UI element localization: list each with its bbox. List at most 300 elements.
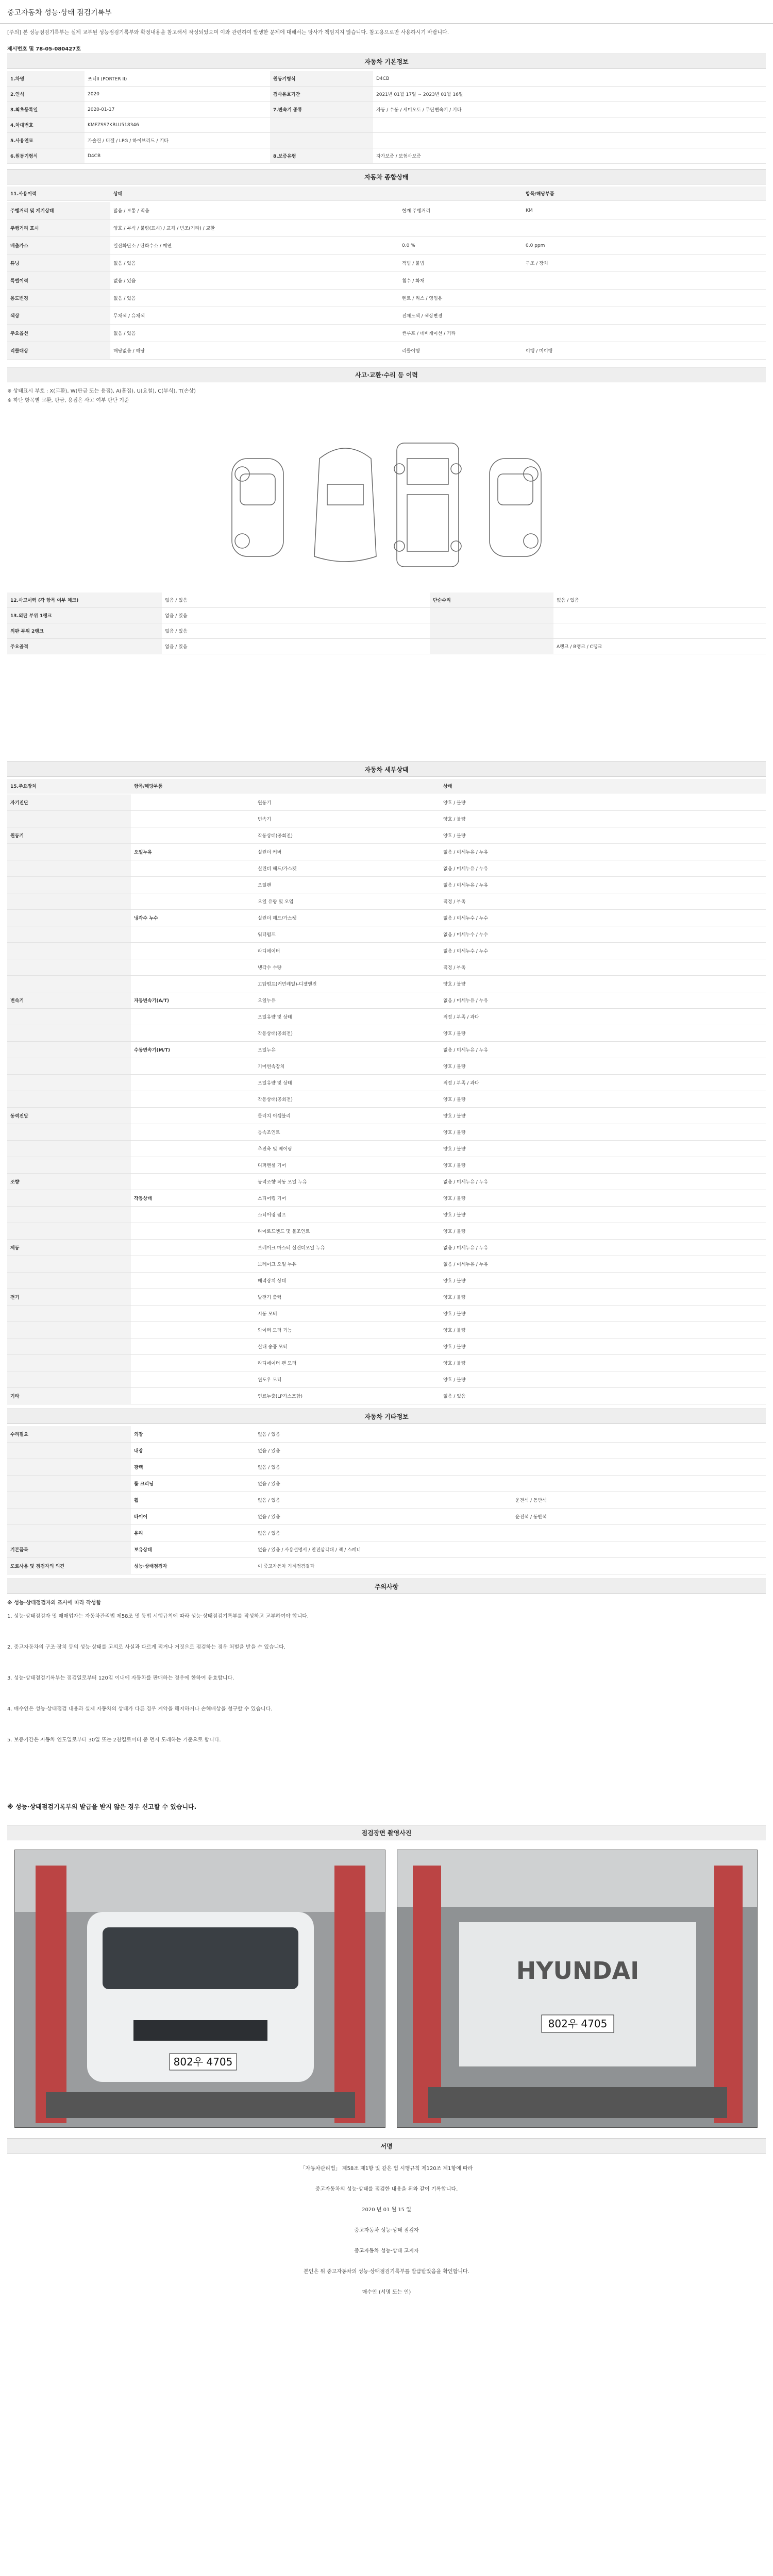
row-item: 작동상태(공회전) [258,834,293,839]
row-note: 렌트 / 리스 / 영업용 [402,296,443,301]
table-row [7,1476,766,1492]
row-subgroup [131,1025,255,1041]
sign-line: 중고자동차 성능·상태 점검자 [354,2228,419,2233]
section-detail: 자동차 세부상태 [7,761,766,777]
table-row [7,623,766,639]
row-subgroup [131,1273,255,1289]
row-label [270,117,373,132]
row-value: 없음 / 있음 [165,629,188,634]
row-status: 없음 / 있음 [258,1449,280,1454]
row-subgroup [131,1207,255,1223]
row-group: 조향 [7,1174,131,1190]
row-subgroup [131,1355,255,1371]
caution-line: 5. 보증기간은 자동차 인도일로부터 30일 또는 2천킬로미터 중 먼저 도래하는 기준으로 합니다. [7,1737,221,1743]
table-row [7,325,766,342]
row-label: 7.변속기 종류 [270,102,373,117]
row-status: 양호 / 불량 [443,1114,466,1119]
table-row [7,148,766,164]
row-item: 등속조인트 [258,1130,280,1136]
row-group [7,1476,131,1492]
row-status: 없음 / 있음 [258,1531,280,1536]
row-item: 실린더 헤드/가스켓 [258,867,297,872]
row-subgroup [131,1223,255,1239]
row-value [553,608,766,623]
row-extra [512,1459,766,1475]
row-value: 2020 [88,91,99,97]
row-item: 와이퍼 모터 기능 [258,1328,292,1333]
row-value: 많음 / 보통 / 적음 [113,209,149,214]
row-subgroup: 수동변속기(M/T) [134,1048,171,1053]
row-group [7,1075,131,1091]
row-item: 시동 모터 [258,1312,277,1317]
row-status: 양호 / 불량 [443,1147,466,1152]
row-group: 동력전달 [7,1108,131,1124]
col-header: 항목/해당부품 [526,192,554,197]
row-item: 광택 [134,1465,143,1470]
sign-line: 중고자동차의 성능·상태를 점검한 내용을 위와 같이 기록합니다. [315,2187,458,2192]
row-label: 튜닝 [7,255,110,272]
table-row [7,811,766,827]
row-status: 없음 / 있음 [443,1394,466,1399]
table-row [7,1541,766,1558]
table-row [7,893,766,910]
table-row [7,272,766,290]
table-row [7,794,766,811]
row-subgroup [131,1075,255,1091]
section-basic: 자동차 기본정보 [7,54,766,69]
row-status: 양호 / 불량 [443,1295,466,1300]
row-item: 라디에이터 [258,949,280,954]
section-caution: 주의사항 [7,1579,766,1594]
row-value: D4CB [88,153,101,159]
row-note: 0.0 ppm [526,243,545,248]
row-subgroup [131,1157,255,1173]
table-row [7,1355,766,1371]
row-group: 수리필요 [7,1426,131,1442]
row-item: 스티어링 기어 [258,1196,287,1201]
row-status: 없음 / 있음 [258,1515,280,1520]
row-note: 썬루프 / 네비게이션 / 기타 [402,331,456,336]
table-row [7,1388,766,1404]
row-item: 오일유량 및 상태 [258,1081,292,1086]
table-row [7,1492,766,1509]
row-item: 내장 [134,1449,143,1454]
table-row [7,1141,766,1157]
row-extra [512,1443,766,1459]
row-status: 양호 / 불량 [443,1097,466,1103]
section-general: 자동차 종합상태 [7,169,766,184]
row-label: 배출가스 [7,237,110,254]
row-item: 워터펌프 [258,933,276,938]
row-group: 원동기 [7,827,131,843]
table-row [7,1190,766,1207]
table-row [7,1558,766,1574]
brand-text: HYUNDAI [516,1957,640,1985]
table-row [7,237,766,255]
row-status: 적정 / 부족 [443,965,466,971]
table-row [7,877,766,893]
section-sign: 서명 [7,2138,766,2154]
row-subgroup [131,1289,255,1305]
row-status: 양호 / 불량 [443,1279,466,1284]
row-status: 양호 / 불량 [443,1361,466,1366]
row-label: 단순수리 [430,592,553,607]
row-subgroup [131,1141,255,1157]
row-label: 1.차명 [7,71,85,86]
row-item: 스티어링 펌프 [258,1213,287,1218]
table-row [7,1207,766,1223]
row-status: 없음 / 미세누수 / 누수 [443,916,489,921]
row-label: 13.외판 부위 1랭크 [7,608,162,623]
front-photo [14,1850,385,2128]
row-value: 없음 / 있음 [165,645,188,650]
row-group [7,1207,131,1223]
row-label: 4.차대번호 [7,117,85,132]
row-item: 오일누유 [258,998,276,1004]
row-item: 클러치 어셈블리 [258,1114,291,1119]
table-row [7,202,766,219]
row-item: 유리 [134,1531,143,1536]
section-photos: 점검장면 촬영사진 [7,1825,766,1840]
row-group [7,1355,131,1371]
table-row [7,1509,766,1525]
row-status: 없음 / 있음 / 사용설명서 / 안전삼각대 / 잭 / 스패너 [258,1548,361,1553]
row-note: 침수 / 화재 [402,279,425,284]
row-note [399,219,523,236]
row-group [7,959,131,975]
table-row [7,1371,766,1388]
table-row [7,976,766,992]
row-group [7,976,131,992]
vehicle-diagram [222,428,551,582]
table-row [7,1091,766,1108]
row-subgroup [131,1322,255,1338]
table-row [7,1426,766,1443]
row-item: 원동기 [258,801,272,806]
row-item: 실린더 커버 [258,850,282,855]
row-item: 휠 [134,1498,139,1503]
row-subgroup [131,877,255,893]
table-row [7,1058,766,1075]
table-row [7,1289,766,1306]
row-group: 전기 [7,1289,131,1305]
row-status: 양호 / 불량 [443,1345,466,1350]
row-group [7,1273,131,1289]
row-item: 실내 송풍 모터 [258,1345,288,1350]
row-label: 검사유효기간 [270,87,373,101]
notice-text: [주의] 본 성능점검기록부는 실제 교부된 성능점검기록부와 확정내용을 참고해서 작성되었으며 이와 관련하여 발생한 문제에 대해서는 당사가 책임지지 않습니다. 참고용으로만 사용하시기 바랍니다. [7,30,449,36]
row-note [523,272,766,289]
row-status: 양호 / 불량 [443,1378,466,1383]
row-subgroup [131,1306,255,1321]
accident-legend: ※ 상태표시 부호 : X(교환), W(판금 또는 용접), A(흠집), U(요철), C(부식), T(손상) [7,388,196,394]
table-row [7,992,766,1009]
row-item: 룸 크리닝 [134,1482,154,1487]
col-header: 상태 [113,192,123,197]
row-label: 특별이력 [7,272,110,289]
row-subgroup [131,794,255,810]
row-value [373,133,766,148]
row-note [523,307,766,324]
row-extra [512,1541,766,1557]
row-status: 양호 / 불량 [443,1196,466,1201]
row-value: D4CB [376,76,390,81]
row-item: 기어변속장치 [258,1064,285,1070]
row-status: 양호 / 불량 [443,801,466,806]
row-group [7,1509,131,1524]
row-subgroup: 오일누유 [134,850,152,855]
row-label: 12.사고이력 (각 항목 여부 체크) [7,592,162,607]
row-label: 주요옵션 [7,325,110,342]
row-value: 자동 / 수동 / 세미오토 / 무단변속기 / 기타 [376,108,462,113]
row-label [270,133,373,148]
row-status: 양호 / 불량 [443,1328,466,1333]
row-group: 기본품목 [7,1541,131,1557]
row-item: 디퍼렌셜 기어 [258,1163,287,1168]
row-note [523,219,766,236]
row-value: KMFZSS7KBLU518346 [88,122,139,128]
row-item: 브레이크 오일 누유 [258,1262,297,1267]
serial-number: 제시번호 및 78-05-080427호 [7,46,81,52]
row-status: 양호 / 불량 [443,1229,466,1234]
row-group [7,1459,131,1475]
rear-plate: 802우 4705 [548,2018,608,2030]
table-row [7,1273,766,1289]
table-row [7,1306,766,1322]
table-row [7,592,766,608]
sign-line: 본인은 위 중고자동차의 성능·상태점검기록부를 발급받았음을 확인합니다. [304,2269,469,2275]
table-row [7,1256,766,1273]
row-group [7,1190,131,1206]
rear-photo [397,1850,758,2128]
row-note [523,325,766,342]
row-subgroup [131,893,255,909]
row-label: 3.최초등록일 [7,102,85,117]
row-item: 오일유량 및 상태 [258,1015,292,1020]
row-status: 없음 / 미세누유 / 누유 [443,998,489,1004]
table-row [7,844,766,860]
table-row [7,1338,766,1355]
row-status: 적정 / 부족 / 과다 [443,1015,479,1020]
row-value: 없음 / 있음 [165,598,188,603]
row-label [430,608,553,623]
front-plate: 802우 4705 [173,2056,233,2068]
row-item: 변속기 [258,817,272,822]
col-header: 15.주요장치 [10,784,37,789]
row-group [7,893,131,909]
row-status: 없음 / 미세누유 / 누유 [443,867,489,872]
row-item: 동력조향 작동 오일 누유 [258,1180,307,1185]
row-item: 보유상태 [134,1548,152,1553]
table-row [7,1124,766,1141]
row-label: 색상 [7,307,110,324]
table-row [7,926,766,943]
row-value: 무채색 / 유채색 [113,314,145,319]
sign-line: 2020 년 01 월 15 일 [362,2207,411,2213]
row-group [7,1371,131,1387]
table-row [7,860,766,877]
row-label: 주행거리 표시 [7,219,110,236]
diagram-top [397,443,459,567]
row-value: 없음 / 있음 [557,598,579,603]
row-subgroup [131,976,255,992]
row-item: 발전기 출력 [258,1295,282,1300]
row-note: 현재 주행거리 [402,209,431,214]
row-status: 없음 / 있음 [258,1432,280,1437]
row-note [523,290,766,307]
row-subgroup: 작동상태 [134,1196,152,1201]
accident-legend-2: ※ 하단 항목별 교환, 판금, 용접은 사고 여부 판단 기준 [7,398,129,403]
section-other: 자동차 기타정보 [7,1409,766,1424]
row-value: 2020-01-17 [88,107,115,112]
row-group [7,860,131,876]
row-label: 원동기형식 [270,71,373,86]
table-row [7,1322,766,1338]
row-status: 이 중고자동차 기계점검결과 [258,1564,315,1569]
row-subgroup: 냉각수 누수 [134,916,158,921]
caution-line: 2. 중고자동차의 구조·장치 등의 성능·상태를 고의로 사실과 다르게 적거나 거짓으로 점검하는 경우 처벌을 받을 수 있습니다. [7,1645,286,1650]
table-row [7,187,766,201]
col-header: 상태 [443,784,452,789]
row-subgroup [131,959,255,975]
caution-line: 3. 성능·상태점검기록부는 점검일로부터 120일 이내에 자동차를 판매하는 경우에 한하여 유효합니다. [7,1675,234,1681]
row-item: 윈도우 모터 [258,1378,282,1383]
table-row [7,910,766,926]
table-row [7,1459,766,1476]
table-row [7,1025,766,1042]
document-header [0,0,773,24]
row-value: 2021년 01월 17일 ~ 2023년 01월 16일 [376,92,463,97]
row-value [373,117,766,132]
row-group [7,1091,131,1107]
row-label: 외판 부위 2랭크 [7,623,162,638]
row-item: 오일팬 [258,883,272,888]
row-value: 없음 / 있음 [113,279,136,284]
row-note: 0.0 % [402,243,415,248]
table-row [7,1042,766,1058]
row-group [7,1492,131,1508]
row-status: 없음 / 미세누유 / 누유 [443,1048,489,1053]
row-subgroup [131,1091,255,1107]
row-status: 없음 / 있음 [258,1482,280,1487]
row-status: 양호 / 불량 [443,834,466,839]
caution-footer: ※ 성능·상태점검기록부의 발급을 받지 않은 경우 신고할 수 있습니다. [7,1803,197,1810]
row-label: 8.보증유형 [270,148,373,163]
row-group: 도로사용 및 점검자의 의견 [7,1558,131,1574]
row-item: 연료누출(LP가스포함) [258,1394,303,1399]
col-header: 11.사용이력 [10,192,37,197]
row-subgroup [131,1256,255,1272]
row-subgroup [131,943,255,959]
row-subgroup [131,1058,255,1074]
row-status: 없음 / 미세누유 / 누유 [443,850,489,855]
row-subgroup [131,860,255,876]
row-status: 양호 / 불량 [443,1163,466,1168]
caution-line: 4. 매수인은 성능·상태점검 내용과 실제 자동차의 상태가 다른 경우 계약을 해지하거나 손해배상을 청구할 수 있습니다. [7,1706,273,1712]
row-note: KM [526,208,533,213]
row-item: 실린더 헤드/가스켓 [258,916,297,921]
row-item: 브레이크 마스터 실린더오일 누유 [258,1246,325,1251]
row-status: 없음 / 미세누수 / 누수 [443,933,489,938]
table-row [7,117,766,133]
row-subgroup [131,811,255,827]
row-group [7,1306,131,1321]
sign-line: 「자동차관리법」 제58조 제1항 및 같은 법 시행규칙 제120조 제1항에 따라 [300,2166,473,2172]
row-group [7,910,131,926]
row-group: 제동 [7,1240,131,1256]
row-note: 전체도색 / 색상변경 [402,314,443,319]
row-item: 외장 [134,1432,143,1437]
table-row [7,779,766,793]
caution-line: 1. 성능·상태점검자 및 매매업자는 자동차관리법 제58조 및 동법 시행규칙에 따라 성능·상태점검기록부를 작성하고 교부하여야 합니다. [7,1614,309,1619]
row-status: 양호 / 불량 [443,1064,466,1070]
row-value: 일산화탄소 / 탄화수소 / 매연 [113,244,172,249]
table-row [7,1009,766,1025]
table-row [7,943,766,959]
row-status: 양호 / 불량 [443,1031,466,1037]
row-group [7,943,131,959]
row-item: 고압펌프(커먼레일)-디젤엔진 [258,982,317,987]
row-group [7,1058,131,1074]
row-group [7,1025,131,1041]
row-label: 리콜대상 [7,342,110,359]
row-subgroup [131,1108,255,1124]
row-value: 가솔린 / 디젤 / LPG / 하이브리드 / 기타 [88,139,169,144]
table-row [7,1443,766,1459]
row-label: 주행거리 및 계기상태 [7,202,110,219]
table-row [7,1223,766,1240]
row-extra [512,1558,766,1574]
row-note: 구조 / 장치 [526,261,548,266]
row-group [7,1009,131,1025]
row-extra [512,1476,766,1492]
row-item: 오일누유 [258,1048,276,1053]
row-subgroup [131,1240,255,1256]
row-subgroup [131,1009,255,1025]
caution-title: ※ 성능·상태점검자의 조사에 따라 작성함 [7,1600,102,1606]
row-value: 자가보증 / 보험사보증 [376,154,422,159]
col-header: 항목/해당부품 [134,784,163,789]
row-status: 없음 / 미세누유 / 누유 [443,1262,489,1267]
row-label: 용도변경 [7,290,110,307]
row-item: 냉각수 수량 [258,965,282,971]
table-row [7,1240,766,1256]
row-item: 오일 유량 및 오염 [258,900,294,905]
row-group [7,1124,131,1140]
row-status: 없음 / 미세누유 / 누유 [443,1246,489,1251]
row-status: 없음 / 있음 [258,1498,280,1503]
row-status: 적정 / 부족 [443,900,466,905]
table-row [7,1108,766,1124]
row-group [7,1525,131,1541]
table-row [7,307,766,325]
row-group [7,877,131,893]
row-subgroup [131,1388,255,1404]
sign-line: 매수인 (서명 또는 인) [362,2290,411,2295]
sign-line: 중고자동차 성능·상태 고지자 [354,2248,419,2254]
row-item: 타이어 [134,1515,148,1520]
diagram-left-side [232,459,283,556]
row-status: 양호 / 불량 [443,817,466,822]
document-title: 중고자동차 성능·상태 점검기록부 [7,9,112,17]
row-status: 적정 / 부족 / 과다 [443,1081,479,1086]
row-value: 해당없음 / 해당 [113,349,145,354]
row-item: 배력장치 상태 [258,1279,287,1284]
row-item: 추진축 및 베어링 [258,1147,292,1152]
table-row [7,959,766,976]
row-value: 없음 / 있음 [113,331,136,336]
table-row [7,827,766,844]
